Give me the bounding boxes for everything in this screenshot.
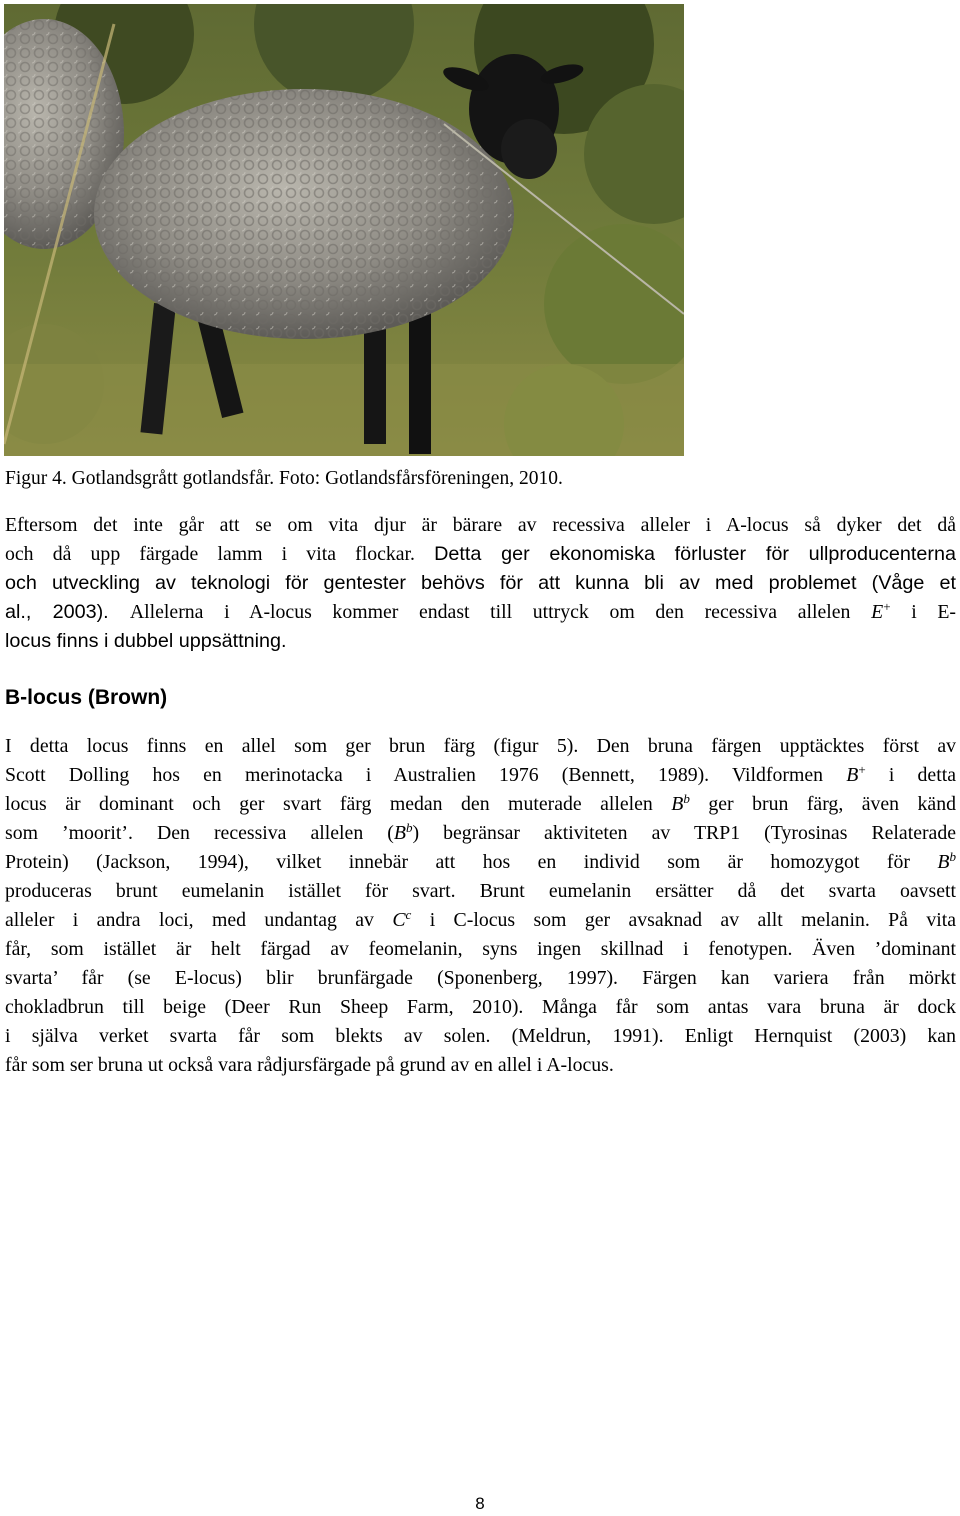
text-line (5, 906, 956, 935)
text-line (5, 790, 956, 819)
text-segment: svarta’ får (se E-locus) blir brunfärgade (Sponenberg, 1997). (5, 967, 643, 989)
allele-symbol: B (937, 851, 950, 873)
text-segment: Den bruna färgen upptäcktes först av (596, 735, 956, 757)
text-line (5, 848, 956, 877)
text-segment: ger brun färg, även känd (689, 793, 956, 815)
text-line (5, 993, 956, 1022)
allele-superscript: + (858, 761, 866, 777)
text-segment: får, som istället är helt färgad av feomelanin, syns ingen skillnad i fenotypen. (5, 938, 813, 960)
text-segment: Enligt Hernquist (2003) kan (684, 1025, 956, 1047)
allele-superscript: + (883, 598, 891, 614)
allele-symbol: C (392, 909, 406, 931)
text-line (5, 569, 956, 598)
allele-superscript: b (683, 790, 690, 806)
paragraph-b-locus (5, 732, 956, 1080)
text-segment: Brunt eumelanin ersätter då det svarta oavsett (479, 880, 956, 902)
text-segment: alleler i andra loci, med undantag av (5, 909, 393, 931)
text-segment: locus är dominant och ger svart färg medan den muterade allelen (5, 793, 672, 815)
text-line (5, 877, 956, 906)
allele-superscript: b (405, 819, 413, 835)
allele-symbol: B (846, 764, 859, 786)
text-segment: och då upp färgade lamm i vita flockar. (5, 543, 435, 565)
text-segment: I detta locus finns en allel som ger brun färg (figur 5). (5, 735, 597, 757)
text-segment: får som ser bruna ut också vara rådjursfärgade på grund av en allel i A-locus. (5, 1054, 614, 1076)
text-segment: Scott Dolling hos en merinotacka i Australien 1976 (Bennett, 1989). (5, 764, 732, 786)
text-line (5, 819, 956, 848)
text-segment: al., 2003). (5, 601, 130, 623)
paragraph-a-locus (5, 511, 956, 656)
text-line (5, 761, 956, 790)
text-segment: i E- (890, 601, 956, 623)
text-line (5, 627, 956, 656)
allele-superscript: c (405, 906, 412, 922)
text-segment: i själva verket svarta får som blekts av solen. (Meldrun, 1991). (5, 1025, 685, 1047)
allele-symbol: E (871, 601, 884, 623)
text-segment: ) begränsar aktiviteten av TRP1 (Tyrosinas Relaterade (412, 822, 957, 844)
text-segment: locus finns i dubbel uppsättning. (5, 630, 287, 652)
text-segment: chokladbrun till beige (Deer Run Sheep Farm, 2010). (5, 996, 543, 1018)
text-segment: Många får som antas vara bruna är dock (542, 996, 956, 1018)
text-segment: och utveckling av teknologi för gentester behövs för att kunna bli av med problemet (Våge et (5, 572, 956, 594)
text-segment: i detta (865, 764, 956, 786)
text-line (5, 511, 956, 540)
text-segment: Vildformen (731, 764, 847, 786)
text-segment: produceras brunt eumelanin istället för svart. (5, 880, 480, 902)
text-segment: Allelerna i A-locus kommer endast till uttryck om den recessiva allelen (129, 601, 872, 623)
text-line (5, 935, 956, 964)
text-line (5, 964, 956, 993)
text-line (5, 732, 956, 761)
text-segment: Eftersom det inte går att se om vita djur är bärare av recessiva alleler i A-locus så dyker det då (5, 514, 956, 536)
text-segment: Den recessiva allelen ( (156, 822, 394, 844)
figure-caption: Figur 4. Gotlandsgrått gotlandsfår. Foto: Gotlandsfårsföreningen, 2010. (5, 468, 563, 489)
text-segment: Protein) (Jackson, 1994), vilket innebär att hos en individ som är homozygot för (5, 851, 938, 873)
text-line (5, 598, 956, 627)
text-line (5, 1051, 956, 1080)
text-segment: Även ’dominant (812, 938, 956, 960)
text-segment: Detta ger ekonomiska förluster för ullproducenterna (434, 543, 956, 565)
allele-symbol: B (393, 822, 406, 844)
text-segment: i C-locus som ger avsaknad av allt melanin. (411, 909, 889, 931)
sheep-photo (4, 4, 684, 456)
text-line (5, 1022, 956, 1051)
allele-superscript: b (949, 848, 956, 864)
allele-symbol: B (671, 793, 684, 815)
text-segment: Färgen kan variera från mörkt (642, 967, 956, 989)
text-segment: På vita (888, 909, 956, 931)
section-heading: B-locus (Brown) (5, 686, 168, 709)
text-segment: som ’moorit’. (5, 822, 157, 844)
page-number: 8 (475, 1494, 485, 1513)
text-line (5, 540, 956, 569)
